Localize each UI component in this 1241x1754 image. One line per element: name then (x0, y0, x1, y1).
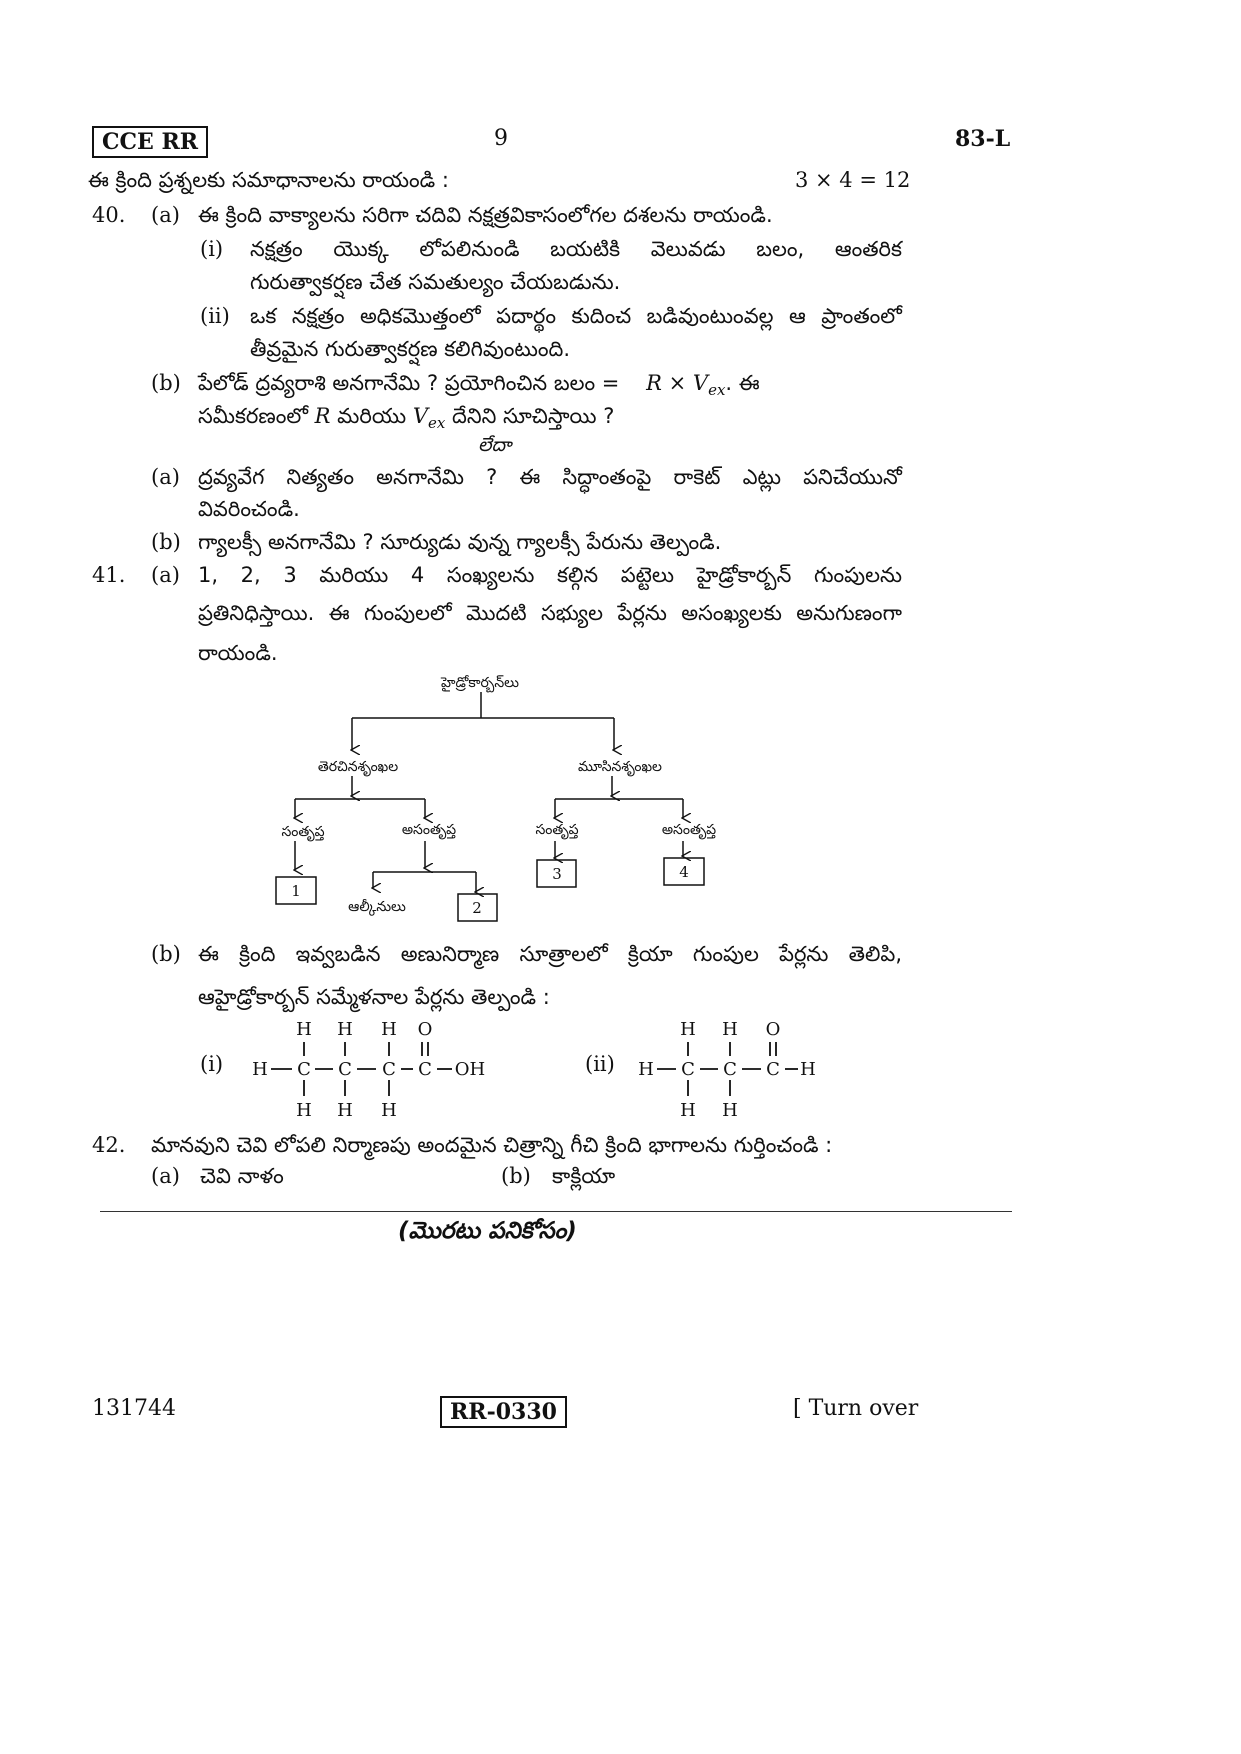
q41-b-label: (b) (151, 942, 181, 966)
q41-number: 41. (92, 563, 126, 587)
svg-text:H: H (381, 1019, 397, 1040)
q40-number: 40. (92, 203, 126, 227)
q40-a-text: ఈ క్రింది వాక్యాలను సరిగా చదివి నక్షత్రవికాసంలోగల దశలను రాయండి. (198, 203, 773, 227)
page-number: 9 (494, 126, 508, 151)
q40-a-label: (a) (151, 203, 180, 227)
q41-a-line1: 1, 2, 3 మరియు 4 సంఖ్యలను కల్గిన పట్టెలు హైడ్రోకార్బన్ గుంపులను (198, 563, 902, 587)
svg-text:H: H (296, 1100, 312, 1121)
svg-text:C: C (297, 1059, 311, 1080)
divider-line (100, 1211, 1012, 1212)
q42-a-label: (a) (151, 1164, 180, 1188)
q41-a-label: (a) (151, 563, 180, 587)
q40-alt-a-line2: వివరించండి. (198, 497, 300, 521)
svg-text:H: H (722, 1019, 738, 1040)
svg-text:C: C (766, 1059, 780, 1080)
q40-b-label: (b) (151, 371, 181, 395)
open-unsaturated-label: అసంతృప్త (401, 822, 457, 838)
tree-root-label: హైడ్రోకార్బన్‌లు (441, 675, 519, 691)
svg-text:C: C (681, 1059, 695, 1080)
q41-a-line3: రాయండి. (198, 641, 278, 665)
svg-text:O: O (765, 1019, 781, 1040)
closed-saturated-label: సంతృప్త (535, 822, 579, 838)
rough-work-note: (మొరటు పనికోసం) (398, 1218, 577, 1244)
box-2-number: 2 (472, 899, 482, 917)
q42-b-label: (b) (501, 1164, 531, 1188)
q40-ii-line1: ఒక నక్షత్రం అధికమొత్తంలో పదార్థం కుదించ బడివుంటుంవల్ల ఆ ప్రాంతంలో (250, 304, 902, 328)
q40-i-line1: నక్షత్రం యొక్క లోపలినుండి బయటికి వెలువడు బలం, ఆంతరిక (250, 237, 902, 261)
q42-text: మానవుని చెవి లోపలి నిర్మాణపు అందమైన చిత్రాన్ని గీచి క్రింది భాగాలను గుర్తించండి : (151, 1133, 833, 1157)
q40-alt-a-line1: ద్రవ్యవేగ నిత్యతం అనగానేమి ? ఈ సిద్ధాంతంపై రాకెట్ ఎట్లు పనిచేయునో (198, 465, 902, 489)
svg-text:H: H (337, 1100, 353, 1121)
svg-text:H: H (252, 1059, 268, 1080)
or-separator: లేదా (478, 434, 512, 456)
svg-text:H: H (722, 1100, 738, 1121)
svg-text:OH: OH (454, 1059, 486, 1080)
q41-b-line1: ఈ క్రింది ఇవ్వబడిన అణునిర్మాణ సూత్రాలలో క్రియా గుంపుల పేర్లను తెలిపి, (198, 942, 902, 966)
subject-code: 83-L (955, 126, 1011, 152)
formula-ii-propanal (638, 1019, 816, 1121)
svg-text:H: H (800, 1059, 816, 1080)
q40-alt-b-label: (b) (151, 530, 181, 554)
q41-ii-label: (ii) (585, 1052, 615, 1076)
q40-i-label: (i) (200, 237, 224, 261)
q40-alt-b-text: గ్యాలక్సీ అనగానేమి ? సూర్యుడు వున్న గ్యాలక్సీ పేరును తెల్పండి. (198, 530, 722, 554)
box-1-number: 1 (291, 882, 301, 900)
closed-chain-label: మూసినశృంఖల (578, 759, 662, 775)
q41-i-label: (i) (200, 1052, 224, 1076)
box-3-number: 3 (552, 865, 562, 883)
svg-text:H: H (381, 1100, 397, 1121)
turn-over-text: [ Turn over (793, 1396, 919, 1421)
svg-text:C: C (723, 1059, 737, 1080)
footer-paper-id: RR-0330 (440, 1396, 567, 1428)
open-chain-label: తెరచినశృంఖల (317, 759, 399, 775)
q41-a-line2: ప్రతినిధిస్తాయి. ఈ గుంపులలో మొదటి సభ్యుల పేర్లను అసంఖ్యలకు అనుగుణంగా (198, 601, 902, 625)
open-saturated-label: సంతృప్త (281, 824, 325, 840)
svg-text:O: O (417, 1019, 433, 1040)
q40-b-line2: సమీకరణంలో R మరియు $V_{ex}$ దేనిని సూచిస్తాయి ? (198, 404, 615, 433)
q40-ii-line2: తీవ్రమైన గురుత్వాకర్షణ కలిగివుంటుంది. (250, 337, 571, 361)
q40-alt-a-label: (a) (151, 465, 180, 489)
q42-b-text: కాక్లియా (552, 1164, 616, 1188)
alkenes-label: ఆల్కీనులు (348, 899, 406, 915)
svg-text:H: H (638, 1059, 654, 1080)
instruction-marks: 3 × 4 = 12 (795, 168, 911, 192)
box-4-number: 4 (679, 863, 689, 881)
formula-i-butanoic-acid (252, 1019, 485, 1121)
svg-text:H: H (296, 1019, 312, 1040)
svg-text:C: C (338, 1059, 352, 1080)
q42-a-text: చెవి నాళం (200, 1164, 284, 1188)
q40-b-line1: పేలోడ్ ద్రవ్యరాశి అనగానేమి ? ప్రయోగించిన బలం = $R \times V_{ex}$. ఈ (198, 371, 760, 400)
svg-text:C: C (382, 1059, 396, 1080)
svg-text:H: H (680, 1100, 696, 1121)
svg-text:C: C (418, 1059, 432, 1080)
q41-b-line2: ఆహైడ్రోకార్బన్ సమ్మేళనాల పేర్లను తెల్పండి : (198, 985, 550, 1009)
footer-code: 131744 (92, 1396, 176, 1421)
q40-ii-label: (ii) (200, 304, 230, 328)
svg-text:H: H (337, 1019, 353, 1040)
svg-text:H: H (680, 1019, 696, 1040)
q42-number: 42. (92, 1133, 126, 1157)
instruction-text: ఈ క్రింది ప్రశ్నలకు సమాధానాలను రాయండి : (88, 168, 449, 192)
closed-unsaturated-label: అసంతృప్త (661, 822, 717, 838)
q40-i-line2: గురుత్వాకర్షణ చేత సమతుల్యం చేయబడును. (250, 270, 621, 294)
paper-code-box: CCE RR (92, 126, 208, 158)
